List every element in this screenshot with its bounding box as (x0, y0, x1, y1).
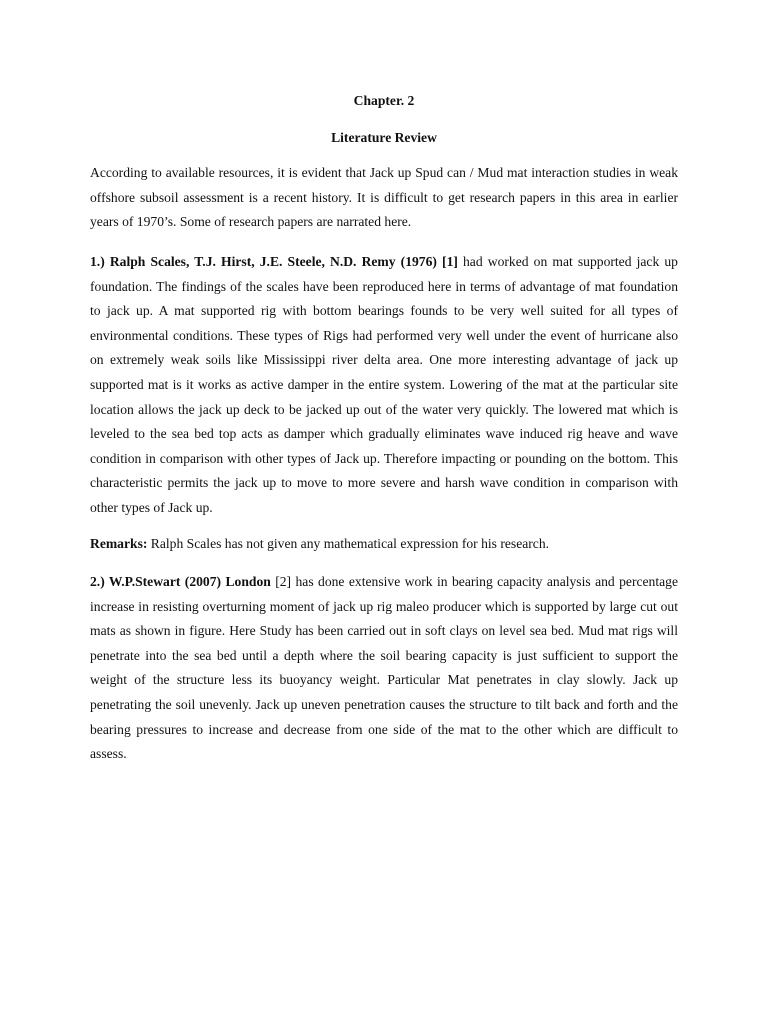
section-title: Literature Review (331, 130, 437, 145)
literature-item-2 (90, 570, 678, 767)
literature-item-1 (90, 250, 678, 521)
intro-paragraph: According to available resources, it is evident that Jack up Spud can / Mud mat interaction studies in weak offshore subsoil assessment is a recent history. It is difficult to get research papers in this area in earlier years of 1970’s. Some of research papers are narrated here. (90, 165, 678, 230)
item-2-body: [2] has done extensive work in bearing capacity analysis and percentage increase in resisting overturning moment of jack up rig maleo producer which is supported by large cut out mats as shown in figure. Here Study has been carried out in soft clays on level sea bed. Mud mat rigs will penetrate into the sea bed until a depth where the soil bearing capacity is just sufficient to support the weight of the structure less its buoyancy weight. Particular Mat penetrates in clay slowly. Jack up penetrating the soil unevenly. Jack up uneven penetration causes the structure to tilt back and forth and the bearing pressures to increase and decrease from one side of the mat to the other which are difficult to assess. (90, 574, 678, 762)
item-1-body: had worked on mat supported jack up foundation. The findings of the scales have been reproduced here in terms of advantage of mat foundation to jack up. A mat supported rig with bottom bearings founds to be very well suited for all types of environmental conditions. These types of Rigs had performed very well under the event of hurricane also on extremely weak soils like Mississippi river delta area. One more interesting advantage of jack up supported mat is it works as active damper in the entire system. Lowering of the mat at the particular site location allows the jack up deck to be jacked up out of the water very quickly. The lowered mat which is leveled to the sea bed top acts as damper which gradually eliminates wave induced rig heave and wave condition in comparison with other types of Jack up. Therefore impacting or pounding on the bottom. This characteristic permits the jack up to move to more severe and harsh wave condition in comparison with other types of Jack up. (90, 254, 678, 515)
remarks-body: Ralph Scales has not given any mathematical expression for his research. (147, 536, 550, 551)
document-page (90, 0, 678, 1024)
remarks-paragraph (90, 532, 678, 557)
chapter-heading: Chapter. 2 (353, 93, 415, 108)
remarks-label: Remarks: (90, 536, 148, 551)
item-2-citation: 2.) W.P.Stewart (2007) London (90, 574, 271, 589)
item-1-citation: 1.) Ralph Scales, T.J. Hirst, J.E. Steele, N.D. Remy (1976) [1] (90, 254, 458, 269)
